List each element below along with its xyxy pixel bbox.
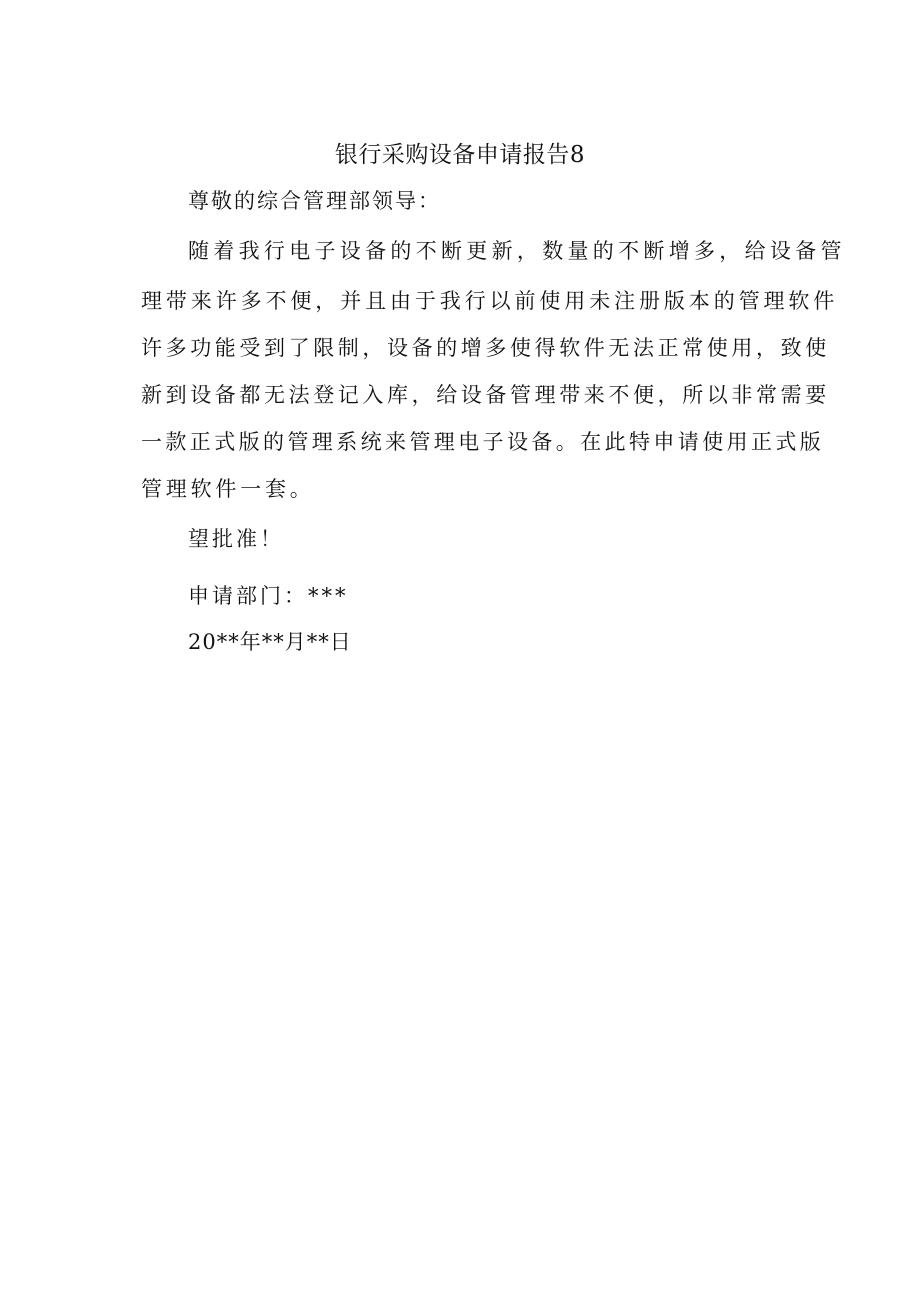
body-line-3: 许多功能受到了限制，设备的增多使得软件无法正常使用，致使: [141, 336, 830, 360]
body-line-2: 理带来许多不便，并且由于我行以前使用未注册版本的管理软件: [141, 289, 839, 313]
signature-date: 20**年**月**日: [188, 630, 352, 654]
signature-department: 申请部门：***: [188, 584, 349, 608]
body-line-4: 新到设备都无法登记入库，给设备管理带来不便，所以非常需要: [141, 383, 830, 407]
closing-line: 望批准！: [188, 527, 284, 551]
salutation: 尊敬的综合管理部领导：: [188, 189, 441, 213]
body-line-6: 管理软件一套。: [141, 477, 315, 501]
body-line-5: 一款正式版的管理系统来管理电子设备。在此特申请使用正式版: [141, 430, 825, 454]
document-title: 银行采购设备申请报告8: [334, 142, 586, 168]
body-line-1: 随着我行电子设备的不断更新，数量的不断增多，给设备管: [188, 239, 846, 263]
